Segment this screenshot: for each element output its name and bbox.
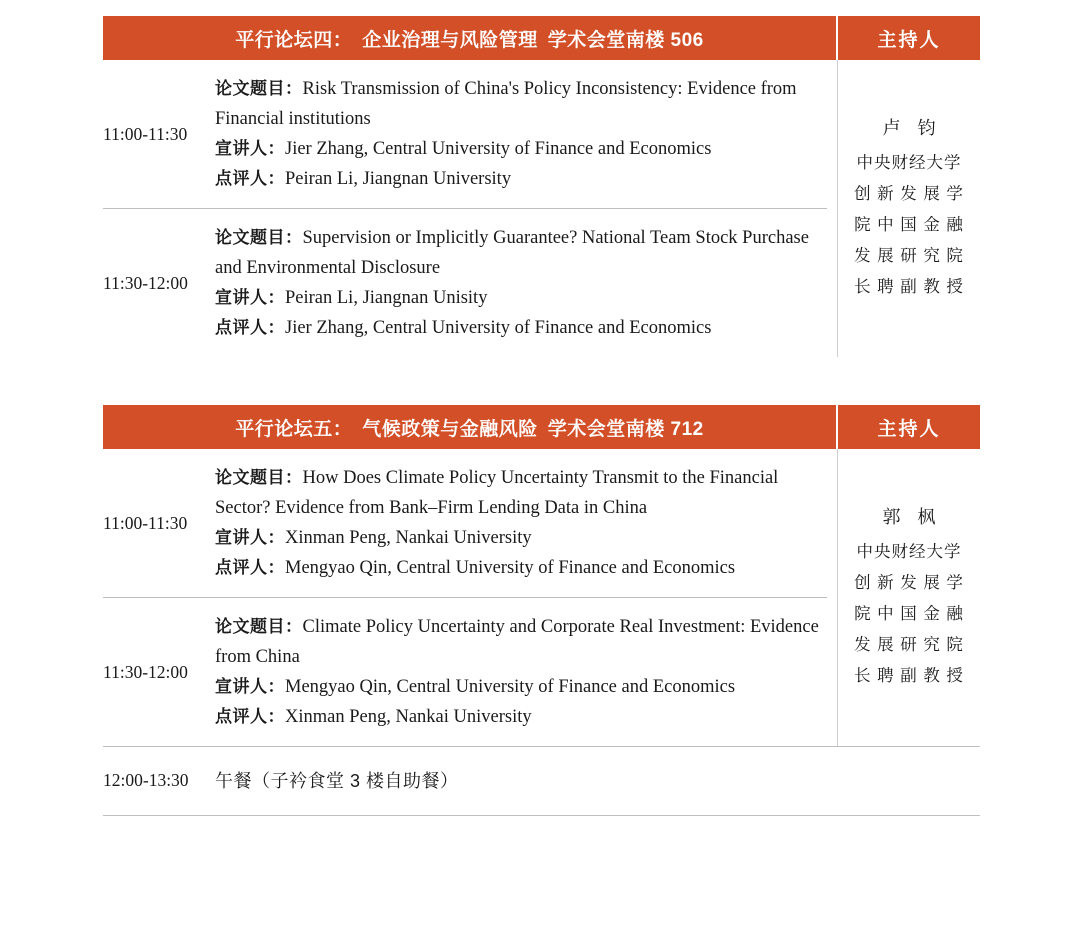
- session-list-4: [103, 60, 837, 357]
- host-name: 卢 钧: [882, 118, 942, 138]
- forum-venue-4: 学术会堂南楼 506: [547, 29, 704, 51]
- session-details: [207, 74, 837, 194]
- lunch-row: [103, 747, 980, 815]
- top-spacer: [0, 0, 1080, 16]
- session-time: 11:30-12:00: [103, 661, 188, 682]
- paper-title-line: [215, 612, 827, 672]
- discussant-value: Jier Zhang, Central University of Finance and Economics: [285, 318, 712, 338]
- forum-gap: [0, 357, 1080, 405]
- host-column-5: [837, 449, 980, 746]
- forum-title-bar-5: [103, 405, 836, 449]
- host-affiliation-line: 发 展 研 究 院: [854, 247, 964, 265]
- session-row: [103, 208, 827, 357]
- forum-header-5: [103, 405, 980, 449]
- host-affiliation: [854, 148, 964, 303]
- discussant-line: [215, 702, 827, 732]
- presenter-label: 宣讲人：: [215, 288, 285, 307]
- host-affiliation-line: 院 中 国 金 融: [854, 216, 964, 234]
- session-list-5: [103, 449, 837, 746]
- forum-block-5: [0, 405, 1080, 746]
- presenter-line: [215, 134, 837, 164]
- host-affiliation-line: 创 新 发 展 学: [854, 185, 964, 203]
- discussant-label: 点评人：: [215, 558, 285, 577]
- session-details: [207, 463, 837, 583]
- session-row: [103, 449, 837, 597]
- presenter-value: Xinman Peng, Nankai University: [285, 528, 532, 548]
- session-time: 11:00-11:30: [103, 123, 188, 144]
- session-time: 11:00-11:30: [103, 512, 188, 533]
- forum-block-4: [0, 16, 1080, 357]
- host-affiliation-line: 院 中 国 金 融: [854, 605, 964, 623]
- discussant-label: 点评人：: [215, 318, 285, 337]
- presenter-line: [215, 523, 837, 553]
- host-affiliation-line: 发 展 研 究 院: [854, 636, 964, 654]
- paper-title-line: [215, 223, 827, 283]
- paper-title-value: Risk Transmission of China's Policy Inconsistency: Evidence from Financial institutions: [215, 79, 797, 129]
- host-header-4: 主持人: [836, 16, 980, 60]
- session-time: 11:30-12:00: [103, 272, 188, 293]
- presenter-line: [215, 283, 827, 313]
- host-affiliation-line: 长 聘 副 教 授: [854, 667, 964, 685]
- lunch-time: 12:00-13:30: [103, 769, 189, 790]
- forum-name-4: 平行论坛四：: [235, 29, 353, 51]
- discussant-line: [215, 164, 837, 194]
- paper-title-label: 论文题目：: [215, 79, 303, 98]
- presenter-value: Mengyao Qin, Central University of Finance and Economics: [285, 677, 736, 697]
- forum-venue-5: 学术会堂南楼 712: [547, 418, 704, 440]
- discussant-value: Mengyao Qin, Central University of Finance and Economics: [285, 558, 736, 578]
- presenter-value: Peiran Li, Jiangnan Unisity: [285, 288, 488, 308]
- host-affiliation: [854, 537, 964, 692]
- forum-body-5: [103, 449, 980, 746]
- forum-name-5: 平行论坛五：: [235, 418, 353, 440]
- forum-header-4: [103, 16, 980, 60]
- host-affiliation-line: 长 聘 副 教 授: [854, 278, 964, 296]
- host-affiliation-line: 中央财经大学: [856, 543, 962, 561]
- paper-title-label: 论文题目：: [215, 228, 303, 247]
- host-header-5: 主持人: [836, 405, 980, 449]
- paper-title-label: 论文题目：: [215, 468, 303, 487]
- presenter-label: 宣讲人：: [215, 528, 285, 547]
- paper-title-value: Supervision or Implicitly Guarantee? National Team Stock Purchase and Environmental Disclosure: [215, 228, 809, 278]
- session-row: [103, 597, 827, 746]
- bottom-rule: [103, 815, 980, 816]
- discussant-label: 点评人：: [215, 169, 285, 188]
- presenter-label: 宣讲人：: [215, 677, 285, 696]
- discussant-value: Peiran Li, Jiangnan University: [285, 169, 512, 189]
- host-affiliation-line: 创 新 发 展 学: [854, 574, 964, 592]
- host-name: 郭 枫: [882, 507, 942, 527]
- paper-title-value: Climate Policy Uncertainty and Corporate Real Investment: Evidence from China: [215, 617, 819, 667]
- paper-title-label: 论文题目：: [215, 617, 303, 636]
- host-affiliation-line: 中央财经大学: [856, 154, 962, 172]
- session-row: [103, 60, 837, 208]
- host-column-4: [837, 60, 980, 357]
- session-details: [207, 612, 827, 732]
- forum-body-4: [103, 60, 980, 357]
- presenter-value: Jier Zhang, Central University of Finance and Economics: [285, 139, 712, 159]
- forum-title-bar-4: [103, 16, 836, 60]
- discussant-value: Xinman Peng, Nankai University: [285, 707, 532, 727]
- session-details: [207, 223, 827, 343]
- paper-title-value: How Does Climate Policy Uncertainty Transmit to the Financial Sector? Evidence from Bank–Firm Lending Data in China: [215, 468, 779, 518]
- paper-title-line: [215, 463, 837, 523]
- discussant-label: 点评人：: [215, 707, 285, 726]
- presenter-line: [215, 672, 827, 702]
- forum-theme-5: 气候政策与金融风险: [362, 418, 538, 440]
- discussant-line: [215, 553, 837, 583]
- paper-title-line: [215, 74, 837, 134]
- forum-theme-4: 企业治理与风险管理: [362, 29, 538, 51]
- presenter-label: 宣讲人：: [215, 139, 285, 158]
- discussant-line: [215, 313, 827, 343]
- lunch-text: 午餐（子衿食堂 3 楼自助餐）: [215, 771, 459, 791]
